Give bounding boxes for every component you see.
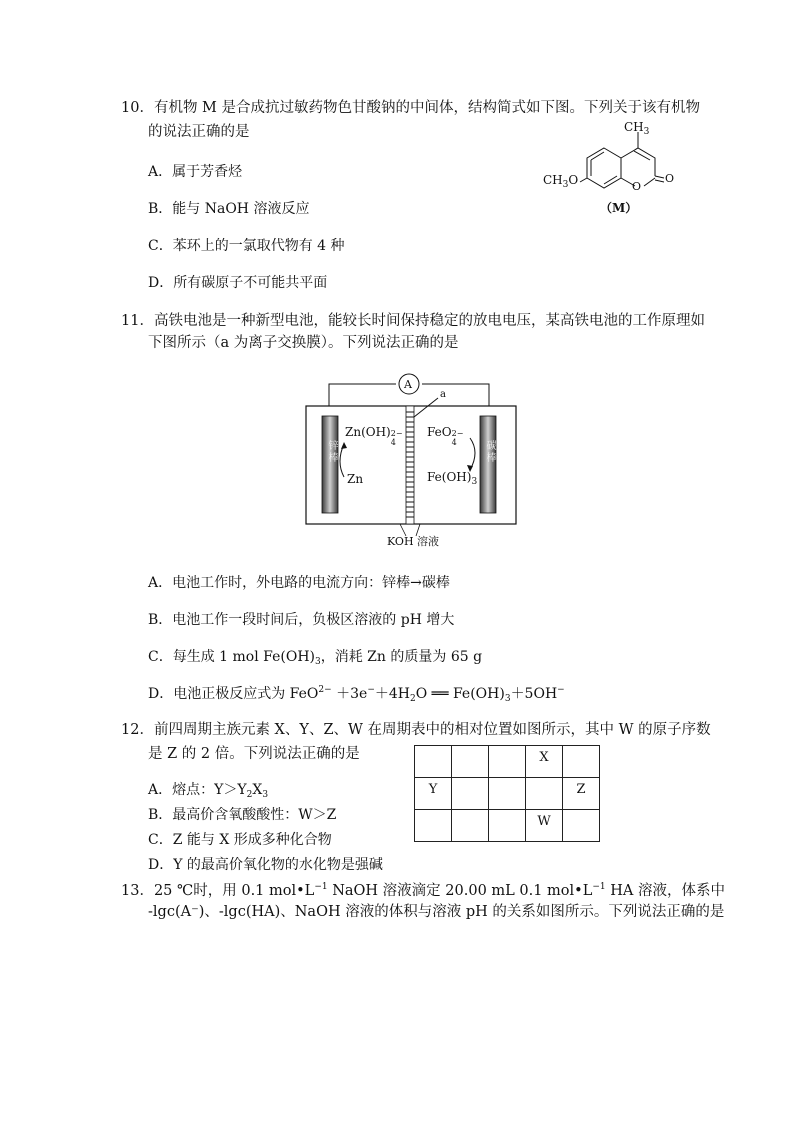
koh-label: KOH 溶液 bbox=[387, 535, 440, 548]
q13-stem-line2: -lgc(A⁻)、-lgc(HA)、NaOH 溶液的体积与溶液 pH 的关系如图所示。下列说法正确的是 bbox=[148, 904, 725, 920]
carbon-rod-label: 碳棒 bbox=[484, 440, 495, 464]
zn-label: Zn bbox=[347, 472, 364, 486]
q10-stem-line1: 10．有机物 M 是合成抗过敏药物色甘酸钠的中间体，结构简式如下图。下列关于该有机物 bbox=[121, 100, 701, 116]
benzene-ring bbox=[587, 148, 621, 188]
q10-option-b: B．能与 NaOH 溶液反应 bbox=[148, 201, 310, 217]
zincate-label: Zn(OH) 2− 4 bbox=[345, 425, 403, 447]
ion-exchange-membrane bbox=[406, 406, 414, 524]
structure-och3-label: $CH_3O$ bbox=[543, 173, 579, 190]
structure-label: （M） bbox=[600, 201, 638, 215]
q10-stem-line2: 的说法正确的是 bbox=[148, 124, 250, 140]
zinc-rod-label: 锌棒 bbox=[326, 440, 337, 464]
carbon-rod bbox=[480, 416, 496, 513]
q12-option-b: B．最高价含氧酸酸性：W＞Z bbox=[148, 807, 337, 823]
grid-cell-y: Y bbox=[415, 778, 452, 810]
grid-cell-x: X bbox=[526, 746, 563, 778]
grid-cell bbox=[452, 810, 489, 842]
grid-cell bbox=[526, 778, 563, 810]
q12-option-c: C．Z 能与 X 形成多种化合物 bbox=[148, 832, 332, 848]
q11-option-a: A．电池工作时，外电路的电流方向：锌棒→碳棒 bbox=[148, 575, 450, 591]
membrane-label: a bbox=[440, 389, 446, 400]
grid-cell bbox=[415, 810, 452, 842]
grid-cell-w: W bbox=[526, 810, 563, 842]
q13-stem-line1: 13．25 ℃时，用 0.1 $mol•L^{-1}$ NaOH 溶液滴定 20.00 mL 0.1 $mol•L^{-1}$ HA 溶液，体系中 bbox=[121, 882, 725, 899]
pyranone-ring bbox=[621, 148, 655, 176]
grid-cell bbox=[563, 746, 600, 778]
structure-ch3-label: $CH_3$ bbox=[624, 120, 650, 137]
q10-option-c: C．苯环上的一氯取代物有 4 种 bbox=[148, 238, 345, 254]
grid-cell bbox=[415, 746, 452, 778]
q10-option-d: D．所有碳原子不可能共平面 bbox=[148, 275, 328, 291]
ferrate-label: FeO 2− 4 bbox=[427, 425, 464, 447]
zinc-rod bbox=[322, 416, 338, 513]
feoh3-label: $Fe(OH)_3$ bbox=[427, 470, 478, 487]
q11-option-b: B．电池工作一段时间后，负极区溶液的 pH 增大 bbox=[148, 612, 455, 628]
grid-cell bbox=[563, 810, 600, 842]
q12-option-a: A．熔点：$Y>Y_2X_3$ bbox=[148, 782, 269, 800]
ammeter-label: A bbox=[404, 378, 412, 391]
grid-cell bbox=[452, 746, 489, 778]
q10-option-a: A．属于芳香烃 bbox=[148, 164, 243, 180]
q12-stem-line1: 12．前四周期主族元素 X、Y、Z、W 在周期表中的相对位置如图所示，其中 W 的原子序数 bbox=[121, 722, 711, 738]
structure-carbonyl-o: O bbox=[665, 172, 675, 185]
structure-ring-o: O bbox=[632, 180, 642, 193]
q12-option-d: D．Y 的最高价氧化物的水化物是强碱 bbox=[148, 857, 383, 873]
q11-stem-line1: 11．高铁电池是一种新型电池，能较长时间保持稳定的放电电压，某高铁电池的工作原理如 bbox=[121, 313, 705, 329]
q11-stem-line2: 下图所示（a 为离子交换膜）。下列说法正确的是 bbox=[148, 335, 459, 351]
periodic-position-grid bbox=[414, 745, 600, 842]
grid-cell bbox=[452, 778, 489, 810]
q12-stem-line2: 是 Z 的 2 倍。下列说法正确的是 bbox=[148, 746, 360, 762]
grid-cell bbox=[489, 778, 526, 810]
q11-option-c: C．每生成 1 mol $Fe(OH)_3$，消耗 Zn 的质量为 65 g bbox=[148, 649, 483, 667]
grid-cell-z: Z bbox=[563, 778, 600, 810]
grid-cell bbox=[489, 746, 526, 778]
q11-option-d: D．电池正极反应式为 $FeO^{2-} +3e^-+4H_2O$ ══ $Fe(OH)_3+5OH^-$ bbox=[148, 685, 565, 704]
grid-cell bbox=[489, 810, 526, 842]
